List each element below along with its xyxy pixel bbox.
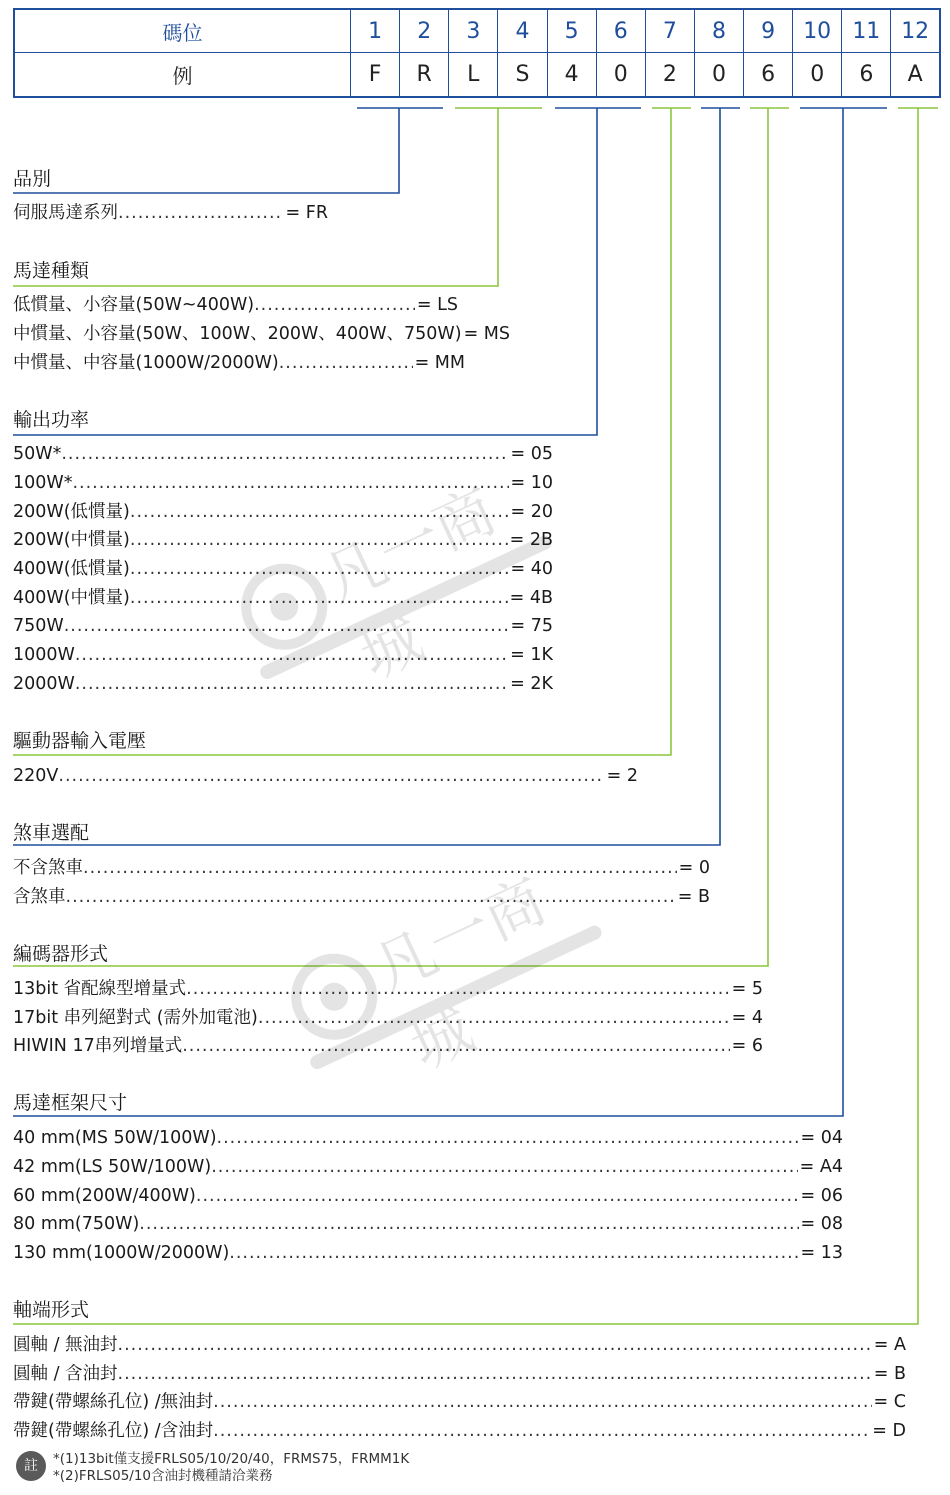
option-label: 伺服馬達系列: [13, 203, 118, 223]
leader-dots: [130, 586, 508, 610]
option-row: [13, 885, 710, 909]
option-label: 圓軸 / 無油封: [13, 1335, 118, 1355]
option-label: 200W(低慣量): [13, 502, 130, 522]
option-code: = A: [873, 1335, 906, 1355]
option-row: [13, 1362, 906, 1386]
example-cell: 6: [842, 53, 891, 98]
option-code: = D: [872, 1421, 906, 1441]
option-code: = 4: [731, 1008, 763, 1028]
example-cell: 4: [547, 53, 596, 98]
leader-dots: [196, 1184, 799, 1208]
example-cell: A: [891, 53, 940, 98]
option-row: [13, 1034, 763, 1058]
option-row: [13, 201, 328, 225]
option-code: = 06: [800, 1186, 843, 1206]
note-line-1: *(1)13bit僅支援FRLS05/10/20/40，FRMS75，FRMM1K: [53, 1451, 410, 1467]
option-row: [13, 856, 710, 880]
position-cell: 9: [744, 9, 793, 53]
leader-dots: [213, 1419, 870, 1443]
connector-frame: [13, 108, 843, 1116]
watermark-text: 凡一商城: [313, 475, 507, 694]
section-title-power: 輸出功率: [13, 409, 90, 431]
example-cell: S: [498, 53, 547, 98]
option-label: 不含煞車: [13, 858, 83, 878]
section-title-shaft: 軸端形式: [13, 1299, 90, 1321]
option-code: = 75: [510, 616, 553, 636]
option-code: = 04: [800, 1128, 843, 1148]
option-code: = 1K: [510, 645, 553, 665]
option-code: = FR: [285, 203, 328, 223]
option-code: = 0: [678, 858, 710, 878]
option-code: = 05: [510, 444, 553, 464]
position-cell: 2: [400, 9, 449, 53]
option-row: [13, 764, 638, 788]
example-row: [14, 53, 940, 98]
position-cell: 7: [645, 9, 694, 53]
option-code: = 4B: [509, 588, 553, 608]
leader-dots: [61, 442, 508, 466]
position-header: 碼位: [14, 9, 351, 53]
leader-dots: [118, 1362, 872, 1386]
option-code: = 2B: [509, 530, 553, 550]
leader-dots: [229, 1241, 798, 1265]
connector-power: [13, 108, 597, 435]
leader-dots: [213, 1390, 871, 1414]
option-row: [13, 1126, 843, 1150]
example-cell: 0: [694, 53, 743, 98]
section-title-frame: 馬達框架尺寸: [13, 1092, 128, 1114]
option-code: = 10: [510, 473, 553, 493]
option-row: [13, 471, 553, 495]
note-badge: 註: [16, 1451, 46, 1481]
option-label: 帶鍵(帶螺絲孔位) /無油封: [13, 1392, 214, 1412]
option-label: 低慣量、小容量(50W~400W): [13, 295, 255, 315]
option-code: = 08: [800, 1214, 843, 1234]
note-line-2: *(2)FRLS05/10含油封機種請洽業務: [53, 1468, 273, 1484]
leader-dots: [130, 557, 509, 581]
option-label: 200W(中慣量): [13, 530, 130, 550]
example-cell: 6: [744, 53, 793, 98]
option-label: 2000W: [13, 674, 75, 694]
option-code: = 2: [606, 766, 638, 786]
option-label: 60 mm(200W/400W): [13, 1186, 196, 1206]
section-title-brand: 品別: [13, 168, 52, 190]
position-cell: 3: [449, 9, 498, 53]
option-label: 17bit 串列絕對式 (需外加電池): [13, 1008, 258, 1028]
option-code: = 6: [731, 1036, 763, 1056]
option-label: 100W*: [13, 473, 73, 493]
option-code: = 13: [800, 1243, 843, 1263]
option-row: [13, 528, 553, 552]
leader-dots: [258, 1006, 730, 1030]
code-table: [13, 8, 941, 98]
option-code: = 20: [510, 502, 553, 522]
option-code: = LS: [416, 295, 458, 315]
section-title-brake: 煞車選配: [13, 822, 90, 844]
option-row: [13, 1241, 843, 1265]
option-row: [13, 1006, 763, 1030]
option-label: 42 mm(LS 50W/100W): [13, 1157, 212, 1177]
leader-dots: [182, 1034, 729, 1058]
option-row: [13, 1333, 906, 1357]
leader-dots: [130, 528, 508, 552]
option-row: [13, 557, 553, 581]
connector-brand: [13, 108, 399, 193]
option-label: 圓軸 / 含油封: [13, 1364, 118, 1384]
option-label: 中慣量、中容量(1000W/2000W): [13, 353, 279, 373]
option-row: [13, 1155, 843, 1179]
option-row: [13, 672, 553, 696]
option-code: = B: [677, 887, 710, 907]
option-label: 1000W: [13, 645, 75, 665]
leader-dots: [130, 500, 509, 524]
option-row: [13, 500, 553, 524]
example-cell: F: [351, 53, 400, 98]
example-cell: 0: [793, 53, 842, 98]
option-row: [13, 1390, 906, 1414]
example-header: 例: [14, 53, 351, 98]
leader-dots: [72, 471, 508, 495]
leader-dots: [118, 1333, 872, 1357]
option-code: = B: [873, 1364, 906, 1384]
leader-dots: [58, 764, 604, 788]
option-row: [13, 1419, 906, 1443]
option-row: [13, 351, 465, 375]
option-row: [13, 977, 763, 1001]
option-label: 400W(中慣量): [13, 588, 130, 608]
option-label: 40 mm(MS 50W/100W): [13, 1128, 217, 1148]
section-title-voltage: 驅動器輸入電壓: [13, 730, 147, 752]
leader-dots: [83, 856, 677, 880]
option-label: HIWIN 17串列增量式: [13, 1036, 183, 1056]
option-row: [13, 293, 458, 317]
option-label: 750W: [13, 616, 64, 636]
leader-dots: [118, 201, 284, 225]
option-label: 400W(低慣量): [13, 559, 130, 579]
leader-dots: [75, 643, 508, 667]
option-row: [13, 1184, 843, 1208]
leader-dots: [64, 614, 509, 638]
leader-dots: [211, 1155, 797, 1179]
leader-dots: [75, 672, 508, 696]
option-row: [13, 586, 553, 610]
section-title-encoder: 編碼器形式: [13, 943, 109, 965]
leader-dots: [186, 977, 729, 1001]
leader-dots: [279, 351, 413, 375]
option-code: = MM: [414, 353, 465, 373]
option-row: [13, 442, 553, 466]
example-cell: 0: [596, 53, 645, 98]
position-cell: 8: [694, 9, 743, 53]
option-row: [13, 643, 553, 667]
example-cell: L: [449, 53, 498, 98]
example-cell: R: [400, 53, 449, 98]
option-row: [13, 322, 613, 346]
option-label: 80 mm(750W): [13, 1214, 140, 1234]
option-code: = 40: [510, 559, 553, 579]
option-row: [13, 1212, 843, 1236]
position-cell: 1: [351, 9, 400, 53]
position-cell: 11: [842, 9, 891, 53]
position-row: [14, 9, 940, 53]
option-label: 含煞車: [13, 887, 66, 907]
option-code: = 5: [731, 979, 763, 999]
position-cell: 12: [891, 9, 940, 53]
option-code: = 2K: [510, 674, 553, 694]
option-label: 50W*: [13, 444, 62, 464]
leader-dots: [139, 1212, 798, 1236]
leader-dots: [217, 1126, 799, 1150]
position-cell: 4: [498, 9, 547, 53]
position-cell: 10: [793, 9, 842, 53]
watermark-text: 凡一商城: [363, 865, 557, 1084]
option-code: = MS: [463, 324, 510, 344]
option-row: [13, 614, 553, 638]
option-code: = A4: [799, 1157, 843, 1177]
option-label: 帶鍵(帶螺絲孔位) /含油封: [13, 1421, 214, 1441]
option-label: 13bit 省配線型增量式: [13, 979, 187, 999]
example-cell: 2: [645, 53, 694, 98]
option-label: 中慣量、小容量(50W、100W、200W、400W、750W): [13, 324, 462, 344]
option-label: 220V: [13, 766, 59, 786]
section-title-motor-type: 馬達種類: [13, 260, 90, 282]
position-cell: 6: [596, 9, 645, 53]
leader-dots: [66, 885, 676, 909]
leader-dots: [254, 293, 415, 317]
option-label: 130 mm(1000W/2000W): [13, 1243, 230, 1263]
option-code: = C: [873, 1392, 906, 1412]
position-cell: 5: [547, 9, 596, 53]
